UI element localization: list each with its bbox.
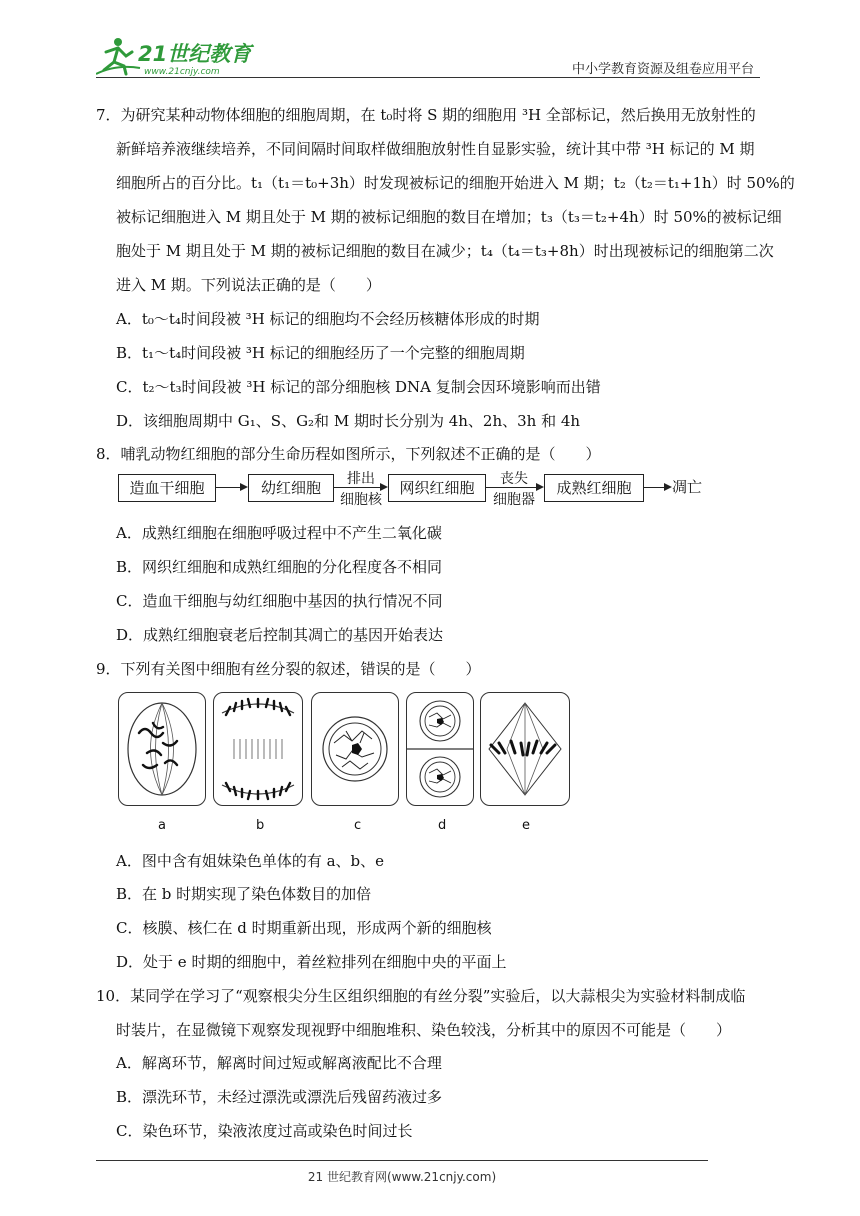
q10-number: 10． [96, 987, 131, 1005]
q9-number: 9． [96, 660, 121, 678]
flow-label-expel-bottom: 细胞核 [340, 492, 382, 508]
cell-c-drawing [312, 693, 398, 805]
q9-option-b[interactable]: B．在 b 时期实现了染色体数目的加倍 [116, 885, 372, 903]
q9-option-c[interactable]: C．核膜、核仁在 d 时期重新出现，形成两个新的细胞核 [116, 919, 492, 937]
q7-line-2: 新鲜培养液继续培养，不同间隔时间取样做细胞放射性自显影实验，统计其中带 ³H 标记的 M 期 [116, 140, 755, 158]
cell-figure-a [118, 692, 206, 806]
q7-option-c[interactable]: C．t₂～t₃时间段被 ³H 标记的部分细胞核 DNA 复制会因环境影响而出错 [116, 378, 601, 396]
cell-caption-e: e [522, 818, 530, 833]
flow-box-stem-cell: 造血干细胞 [118, 474, 216, 502]
q7-line-3: 细胞所占的百分比。t₁（t₁＝t₀+3h）时发现被标记的细胞开始进入 M 期；t₂（t₂＝t₁+1h）时 50%的 [116, 174, 795, 192]
q10-text: 某同学在学习了“观察根尖分生区组织细胞的有丝分裂”实验后，以大蒜根尖为实验材料制成临 [130, 987, 746, 1005]
q7-line-6: 进入 M 期。下列说法正确的是（ ） [116, 276, 381, 294]
q9-text: 下列有关图中细胞有丝分裂的叙述，错误的是（ ） [120, 660, 481, 678]
q10-line-1 [96, 985, 745, 1007]
q7-line-5: 胞处于 M 期且处于 M 期的被标记细胞的数目在减少；t₄（t₄＝t₃+8h）时出现被标记的细胞第二次 [116, 242, 774, 260]
q8-option-b[interactable]: B．网织红细胞和成熟红细胞的分化程度各不相同 [116, 558, 443, 576]
cell-figure-e [480, 692, 570, 806]
flow-label-expel-top: 排出 [347, 471, 375, 487]
q7-option-b[interactable]: B．t₁～t₄时间段被 ³H 标记的细胞经历了一个完整的细胞周期 [116, 344, 525, 362]
cell-b-drawing [214, 693, 302, 805]
flow-arrow-3 [486, 487, 542, 488]
cell-a-drawing [119, 693, 205, 805]
flow-box-reticulocyte: 网织红细胞 [388, 474, 486, 502]
q8-option-a[interactable]: A．成熟红细胞在细胞呼吸过程中不产生二氧化碳 [116, 524, 442, 542]
logo-url: www.21cnjy.com [144, 67, 220, 77]
cell-d-drawing [407, 693, 473, 805]
footer-divider [96, 1160, 708, 1161]
q7-number: 7． [96, 106, 121, 124]
q8-option-d[interactable]: D．成熟红细胞衰老后控制其凋亡的基因开始表达 [116, 626, 444, 644]
q8-number: 8． [96, 445, 121, 463]
cell-caption-d: d [438, 818, 447, 833]
q7-line-4: 被标记细胞进入 M 期且处于 M 期的被标记细胞的数目在增加；t₃（t₃＝t₂+4h）时 50%的被标记细 [116, 208, 782, 226]
q8-text: 哺乳动物红细胞的部分生命历程如图所示，下列叙述不正确的是（ ） [120, 445, 601, 463]
site-logo [96, 34, 266, 78]
flow-arrow-2 [334, 487, 386, 488]
cell-caption-a: a [158, 818, 166, 833]
q9-stem [96, 658, 481, 680]
page-footer: 21 世纪教育网(www.21cnjy.com) [307, 1170, 497, 1184]
flow-box-erythroblast: 幼红细胞 [248, 474, 334, 502]
cell-caption-c: c [354, 818, 362, 833]
logo-text: 21世纪教育 [138, 42, 252, 66]
cell-figure-c [311, 692, 399, 806]
page-header [96, 28, 760, 78]
q10-line-2: 时装片，在显微镜下观察发现视野中细胞堆积、染色较浅，分析其中的原因不可能是（ ） [116, 1021, 732, 1039]
flow-box-mature-rbc: 成熟红细胞 [544, 474, 644, 502]
q7-option-a[interactable]: A．t₀～t₄时间段被 ³H 标记的细胞均不会经历核糖体形成的时期 [116, 310, 540, 328]
q7-text: 为研究某种动物体细胞的细胞周期，在 t₀时将 S 期的细胞用 ³H 全部标记，然后换用无放射性的 [120, 106, 756, 124]
runner-icon [96, 38, 140, 74]
q9-option-d[interactable]: D．处于 e 时期的细胞中，着丝粒排列在细胞中央的平面上 [116, 953, 507, 971]
q8-option-c[interactable]: C．造血干细胞与幼红细胞中基因的执行情况不同 [116, 592, 443, 610]
header-divider [96, 77, 760, 78]
flow-label-lose-bottom: 细胞器 [493, 492, 535, 508]
cell-caption-b: b [256, 818, 265, 833]
header-platform-text: 中小学教育资源及组卷应用平台 [571, 62, 754, 77]
q10-option-c[interactable]: C．染色环节，染液浓度过高或染色时间过长 [116, 1122, 413, 1140]
q8-stem [96, 443, 601, 465]
cell-figure-b [213, 692, 303, 806]
flow-label-lose-top: 丧失 [500, 471, 528, 487]
q7-line-1 [96, 104, 756, 126]
q9-option-a[interactable]: A．图中含有姐妹染色单体的有 a、b、e [116, 852, 385, 870]
flow-arrow-4 [644, 487, 670, 488]
q7-option-d[interactable]: D．该细胞周期中 G₁、S、G₂和 M 期时长分别为 4h、2h、3h 和 4h [116, 412, 581, 430]
flow-end-apoptosis: 凋亡 [672, 478, 703, 496]
cell-figure-d [406, 692, 474, 806]
q10-option-a[interactable]: A．解离环节，解离时间过短或解离液配比不合理 [116, 1054, 442, 1072]
cell-e-drawing [481, 693, 569, 805]
flow-arrow-1 [216, 487, 246, 488]
q10-option-b[interactable]: B．漂洗环节，未经过漂洗或漂洗后残留药液过多 [116, 1088, 443, 1106]
